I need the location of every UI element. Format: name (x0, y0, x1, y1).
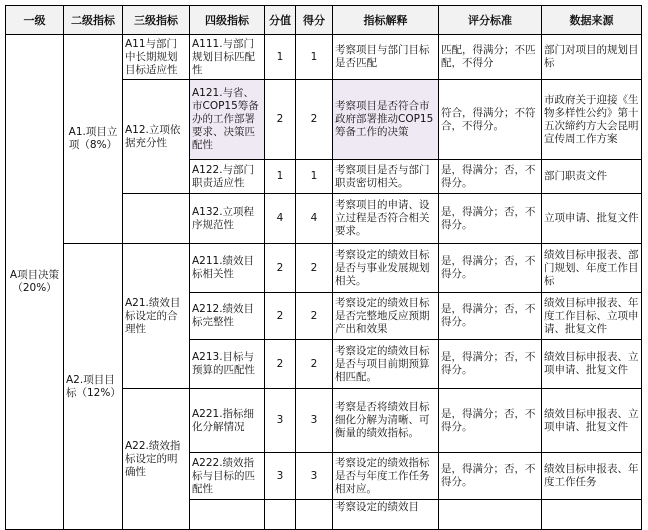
standard-cell: 是，得满分；否，不得分。 (439, 389, 542, 453)
explain-cell: 考察设定的绩效目 (333, 500, 439, 530)
level3-cell-a12: A12.立项依据充分性 (123, 80, 190, 194)
explain-cell: 考察设定的绩效目标是否与事业发展规划相关。 (333, 244, 439, 293)
score-cell: 1 (265, 160, 296, 194)
got-cell (296, 500, 333, 530)
standard-cell (439, 500, 542, 530)
level4-cell: A132.立项程序规范性 (190, 194, 265, 244)
score-cell: 2 (265, 293, 296, 340)
level2-cell-a1: A1.项目立项（8%） (64, 35, 123, 244)
standard-cell: 是，得满分；否，不得分。 (439, 453, 542, 500)
header-standard: 评分标准 (439, 6, 542, 35)
standard-cell: 是，得满分；否，不得分。 (439, 194, 542, 244)
header-level1: 一级 (6, 6, 64, 35)
source-cell: 绩效目标申报表、立项申请、批复文件 (542, 389, 642, 453)
standard-cell: 匹配，得满分；不匹配，不得分 (439, 35, 542, 80)
table-row (6, 244, 642, 293)
got-cell: 1 (296, 160, 333, 194)
header-source: 数据来源 (542, 6, 642, 35)
source-cell: 绩效目标申报表、部门规划、年度工作目标 (542, 244, 642, 293)
score-cell: 3 (265, 453, 296, 500)
header-level3: 三级指标 (123, 6, 190, 35)
got-cell: 2 (296, 244, 333, 293)
standard-cell: 是，得满分；否，不得分。 (439, 293, 542, 340)
standard-cell: 是，得满分；否，不得分。 (439, 340, 542, 389)
level4-cell: A212.绩效目标完整性 (190, 293, 265, 340)
got-cell: 2 (296, 340, 333, 389)
score-cell (265, 500, 296, 530)
level4-cell: A111.与部门规划目标匹配性 (190, 35, 265, 80)
header-level2: 二级指标 (64, 6, 123, 35)
standard-cell: 是，得满分；否，不得分。 (439, 244, 542, 293)
source-cell: 绩效目标申报表、年度工作目标、立项申请、批复文件 (542, 293, 642, 340)
level4-cell: A122.与部门职责适应性 (190, 160, 265, 194)
level4-cell: A213.目标与预算的匹配性 (190, 340, 265, 389)
explain-cell: 考察是否将绩效目标细化分解为清晰、可衡量的绩效指标。 (333, 389, 439, 453)
header-got: 得分 (296, 6, 333, 35)
got-cell: 3 (296, 389, 333, 453)
got-cell: 4 (296, 194, 333, 244)
got-cell: 3 (296, 453, 333, 500)
explain-cell: 考察项目的申请、设立过程是否符合相关要求。 (333, 194, 439, 244)
level4-cell: A211.绩效目标相关性 (190, 244, 265, 293)
level3-cell-a21: A21.绩效目标设定的合理性 (123, 244, 190, 389)
source-cell: 绩效目标申报表、立项申请、批复文件 (542, 340, 642, 389)
level3-cell-empty (123, 194, 190, 244)
source-cell: 绩效目标申报表、年度工作任务 (542, 453, 642, 500)
header-explain: 指标解释 (333, 6, 439, 35)
score-cell: 3 (265, 389, 296, 453)
source-cell: 立项申请、批复文件 (542, 194, 642, 244)
level4-cell: A121.与省、市COP15筹备办的工作部署要求、决策匹配性 (190, 80, 265, 160)
standard-cell: 是，得满分；否，不得分。 (439, 160, 542, 194)
level4-cell: A221.指标细化分解情况 (190, 389, 265, 453)
explain-cell: 考察设定的绩效目标是否与项目前期预算相匹配。 (333, 340, 439, 389)
got-cell: 1 (296, 35, 333, 80)
explain-cell: 考察项目是否与部门职责密切相关。 (333, 160, 439, 194)
score-cell: 1 (265, 35, 296, 80)
level3-cell-a11: A11与部门中长期规划目标适应性 (123, 35, 190, 80)
source-cell: 部门对项目的规划目标 (542, 35, 642, 80)
score-cell: 4 (265, 194, 296, 244)
got-cell: 2 (296, 293, 333, 340)
score-cell: 2 (265, 244, 296, 293)
table-row (6, 35, 642, 80)
source-cell (542, 500, 642, 530)
explain-cell: 考察项目是否符合市政府部署推动COP15筹备工作的决策 (333, 80, 439, 160)
standard-cell: 符合，得满分；不符合，不得分。 (439, 80, 542, 160)
score-cell: 2 (265, 80, 296, 160)
level3-cell-a22: A22.绩效指标设定的明确性 (123, 389, 190, 530)
evaluation-indicator-table (5, 5, 642, 530)
score-cell: 2 (265, 340, 296, 389)
header-row (6, 6, 642, 35)
explain-cell: 考察设定的绩效指标是否与年度工作任务相对应。 (333, 453, 439, 500)
level2-cell-a2: A2.项目目标（12%） (64, 244, 123, 530)
source-cell: 部门职责文件 (542, 160, 642, 194)
header-level4: 四级指标 (190, 6, 265, 35)
level4-cell (190, 500, 265, 530)
level4-cell: A222.绩效指标与目标的匹配性 (190, 453, 265, 500)
level1-cell: A项目决策（20%） (6, 35, 64, 530)
explain-cell: 考察设定的绩效目标是否完整地反应预期产出和效果 (333, 293, 439, 340)
header-score: 分值 (265, 6, 296, 35)
source-cell: 市政府关于迎接《生物多样性公约》第十五次缔约方大会昆明宣传周工作方案 (542, 80, 642, 160)
got-cell: 2 (296, 80, 333, 160)
explain-cell: 考察项目与部门目标是否匹配 (333, 35, 439, 80)
